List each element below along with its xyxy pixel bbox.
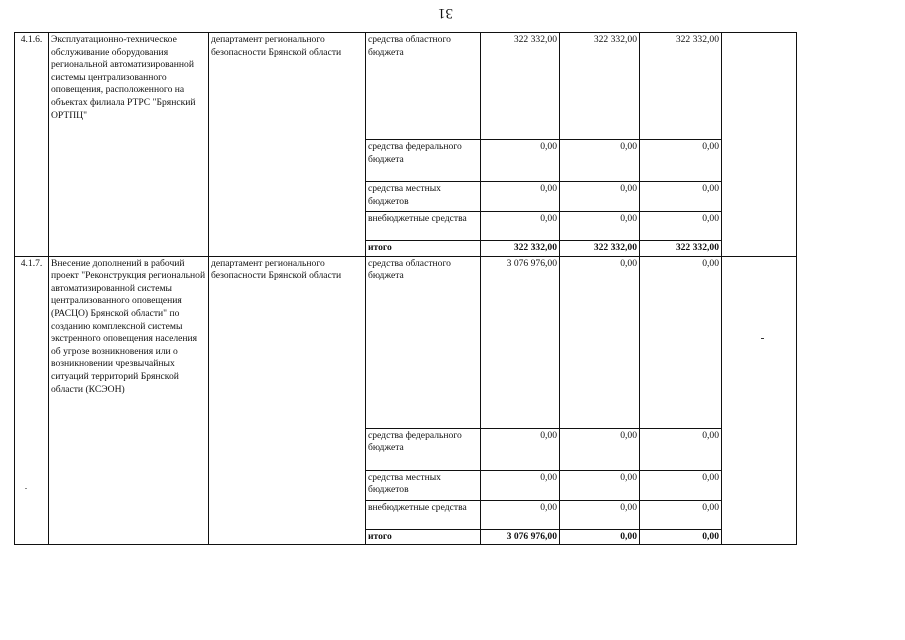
scan-mark — [761, 338, 764, 339]
funding-value-2: 0,00 — [560, 182, 640, 212]
empty-cell — [722, 33, 797, 257]
funding-value-3: 0,00 — [640, 182, 722, 212]
funding-value-2: 0,00 — [560, 256, 640, 428]
funding-value-2: 0,00 — [560, 500, 640, 529]
item-name: Внесение дополнений в рабочий проект "Реконструкция региональной автоматизированной системы централизованного оповещения (РАСЦО) Брянской области" по созданию комплексной системы экстренного оповещения населения об угрозе возникновения или о возникновении чрезвычайных ситуаций территорий Брянской области (КСЭОН) — [49, 256, 209, 545]
funding-value-1: 0,00 — [481, 470, 560, 500]
funding-value-3: 0,00 — [640, 256, 722, 428]
table-row — [15, 33, 797, 140]
funding-value-1: 322 332,00 — [481, 33, 560, 140]
funding-value-3: 0,00 — [640, 212, 722, 241]
total-value-3: 0,00 — [640, 529, 722, 545]
funding-value-2: 0,00 — [560, 470, 640, 500]
funding-source: средства областного бюджета — [366, 33, 481, 140]
funding-value-1: 0,00 — [481, 182, 560, 212]
item-name: Эксплуатационно-техническое обслуживание оборудования региональной автоматизированной системы централизованного оповещения, расположенного на объектах филиала РТРС "Брянский ОРТПЦ" — [49, 33, 209, 257]
funding-source: средства местных бюджетов — [366, 182, 481, 212]
funding-value-2: 322 332,00 — [560, 33, 640, 140]
page-number: 31 — [438, 5, 453, 21]
table-row — [15, 256, 797, 428]
total-value-3: 322 332,00 — [640, 241, 722, 257]
total-label: итого — [366, 241, 481, 257]
funding-value-1: 0,00 — [481, 428, 560, 470]
funding-source: средства федерального бюджета — [366, 140, 481, 182]
funding-value-1: 0,00 — [481, 500, 560, 529]
total-value-1: 3 076 976,00 — [481, 529, 560, 545]
total-value-2: 0,00 — [560, 529, 640, 545]
funding-value-2: 0,00 — [560, 428, 640, 470]
funding-value-1: 0,00 — [481, 140, 560, 182]
total-label: итого — [366, 529, 481, 545]
funding-table — [14, 32, 797, 545]
funding-value-3: 322 332,00 — [640, 33, 722, 140]
funding-source: средства местных бюджетов — [366, 470, 481, 500]
total-value-1: 322 332,00 — [481, 241, 560, 257]
item-executor: департамент регионального безопасности Брянской области — [209, 256, 366, 545]
item-number: 4.1.7. — [15, 256, 49, 545]
funding-source: внебюджетные средства — [366, 212, 481, 241]
total-value-2: 322 332,00 — [560, 241, 640, 257]
funding-value-2: 0,00 — [560, 212, 640, 241]
scan-mark — [25, 488, 27, 489]
funding-source: средства федерального бюджета — [366, 428, 481, 470]
item-number: 4.1.6. — [15, 33, 49, 257]
item-executor: департамент регионального безопасности Брянской области — [209, 33, 366, 257]
funding-value-1: 0,00 — [481, 212, 560, 241]
funding-value-3: 0,00 — [640, 428, 722, 470]
funding-value-3: 0,00 — [640, 500, 722, 529]
funding-source: средства областного бюджета — [366, 256, 481, 428]
funding-value-2: 0,00 — [560, 140, 640, 182]
funding-value-1: 3 076 976,00 — [481, 256, 560, 428]
funding-value-3: 0,00 — [640, 470, 722, 500]
funding-source: внебюджетные средства — [366, 500, 481, 529]
funding-value-3: 0,00 — [640, 140, 722, 182]
empty-cell — [722, 256, 797, 545]
